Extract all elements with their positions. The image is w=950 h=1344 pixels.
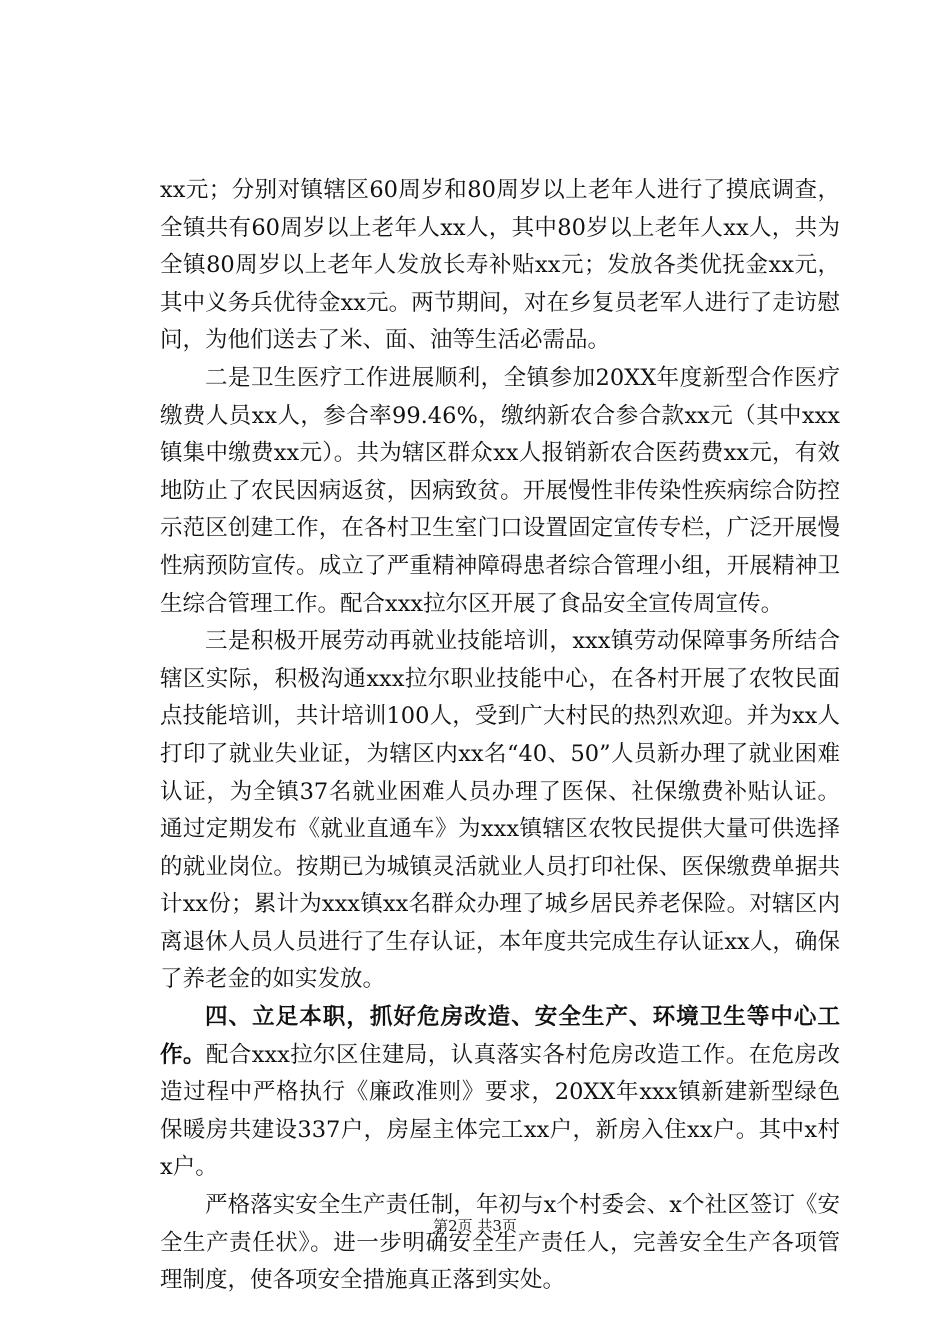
- paragraph-elderly-subsidy: xx元；分别对镇辖区60周岁和80周岁以上老年人进行了摸底调查，全镇共有60周岁以上老年人xx人，其中80岁以上老年人xx人，共为全镇80周岁以上老年人发放长寿补贴xx元；发放各类优抚金xx元，其中义务兵优待金xx元。两节期间，对在乡复员老军人进行了走访慰问，为他们送去了米、面、油等生活必需品。: [160, 177, 840, 354]
- paragraph-employment-training: 三是积极开展劳动再就业技能培训，xxx镇劳动保障事务所结合辖区实际，积极沟通xxx拉尔职业技能中心，在各村开展了农牧民面点技能培训，共计培训100人，受到广大村民的热烈欢迎。并为xx人打印了就业失业证，为辖区内xx名“40、50”人员新办理了就业困难认证，为全镇37名就业困难人员办理了医保、社保缴费补贴认证。通过定期发布《就业直通车》为xxx镇辖区农牧民提供大量可供选择的就业岗位。按期已为城镇灵活就业人员打印社保、医保缴费单据共计xx份；累计为xxx镇xx名群众办理了城乡居民养老保险。对辖区内离退休人员人员进行了生存认证，本年度共完成生存认证xx人，确保了养老金的如实发放。: [160, 628, 840, 993]
- section-heading: 四、立足本职，抓好危房改造、安全生产、环境卫生等中心工作。: [160, 1004, 840, 1068]
- section-body-text: 配合xxx拉尔区住建局，认真落实各村危房改造工作。在危房改造过程中严格执行《廉政准则》要求，20XX年xxx镇新建新型绿色保暖房共建设337户，房屋主体完工xx户，新房入住xx户。其中x村x户。: [160, 1041, 840, 1181]
- paragraph-medical-care: 二是卫生医疗工作进展顺利，全镇参加20XX年度新型合作医疗缴费人员xx人，参合率99.46%，缴纳新农合参合款xx元（其中xxx镇集中缴费xx元）。共为辖区群众xx人报销新农合医药费xx元，有效地防止了农民因病返贫，因病致贫。开展慢性非传染性疾病综合防控示范区创建工作，在各村卫生室门口设置固定宣传专栏，广泛开展慢性病预防宣传。成立了严重精神障碍患者综合管理小组，开展精神卫生综合管理工作。配合xxx拉尔区开展了食品安全宣传周宣传。: [160, 364, 840, 617]
- page-number-footer: 第2页 共3页: [433, 1217, 517, 1235]
- document-body: [160, 172, 840, 1300]
- paragraph-section-four: [160, 999, 840, 1187]
- paragraph-safety-production: 严格落实安全生产责任制，年初与x个村委会、x个社区签订《安全生产责任状》。进一步明确安全生产责任人，完善安全生产各项管理制度，使各项安全措施真正落到实处。: [160, 1192, 840, 1294]
